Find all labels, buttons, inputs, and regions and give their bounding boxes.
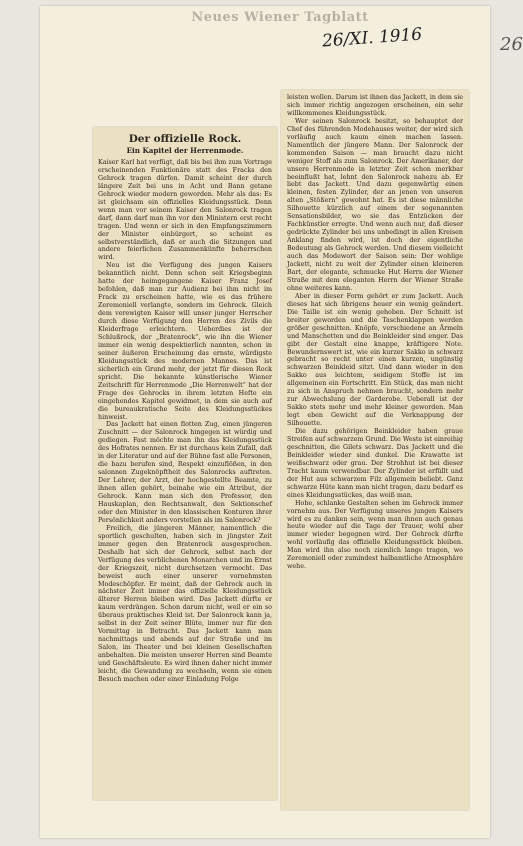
handwritten-page-number: 26 [500,34,523,55]
paragraph: Die dazu gehörigen Beinkleider haben graue Streifen auf schwarzem Grund. Die Weste ist einreihig geschnitten, die Gilets schwarz. Das Jackett und die Beinkleider wieder sind dunkel. Die Krawatte ist weißschwarz oder grau. Der Strohhut ist bei dieser Tracht kaum verwendbar. Der Zylinder ist erfüllt und der Hut aus schwarzem Filz allgemein beliebt. Ganz schwarze Hüte kann man nicht tragen, dazu bedarf es eines Kleidungsstückes, das weiß man. [287,428,463,499]
handwritten-date: 26/XI. 1916 [321,24,423,52]
paragraph: Hohe, schlanke Gestalten sehen im Gehrock immer vornehm aus. Der Verfügung unseres jungen Kaisers wird es zu danken sein, wenn man ihnen auch genau heute wieder auf die Tage der Trauer, wohl aber immer wieder begegnen wird. Der Gehrock dürfte wohl vorläufig das offizielle Kleidungsstück bleiben. Man wird ihn also noch ziemlich lange tragen, wo Zeremoniell oder zumindest halbamtliche Atmosphäre wehe. [287,499,463,571]
paragraph: Neu ist die Verfügung des jungen Kaisers bekanntlich nicht. Denn schon seit Kriegsbeginn hatte der heimgegangene Kaiser Franz Josef befohlen, daß man zur Audienz bei ihm nicht im Frack zu erscheinen hatte, wie es das frühere Zeremoniell verlangte, sondern im Gehrock. Gleich dem verewigten Kaiser will unser junger Herrscher durch diese Verfügung den Herren des Zivils die Kleiderfrage erleichtern. Ueberdies ist der Schlußrock, der „Bratenrock“, wie ihn die Wiener immer ein wenig despektierlich nannten, schon in seiner äußeren Erscheinung das ernste, würdigste Kleidungsstück des modernen Mannes. Das ist sicherlich ein Grund mehr, der jetzt für diesen Rock spricht. Die bekannte künstlerische Wiener Zeitschrift für Herrenmode „Die Herrenwelt“ hat der Frage des Gehrocks in ihrem letzten Hefte ein eingehendes Kapitel gewidmet, in dem sie auch auf die bureaukratische Seite des Kleidungsstückes hinweist. [98,262,272,421]
paragraph: Wer seinen Salonrock besitzt, so behauptet der Chef des führenden Modehauses weiter, der wird sich vorläufig auch kaum einen machen lassen. Namentlich der jüngere Mann. Der Salonrock der kommenden Saison — man braucht dazu nicht weniger Stoff als zum Salonrock. Der Amerikaner, der unsere Herrenmode in letzter Zeit schon merkbar beeinflußt hat, lehnt den Salonrock nahezu ab. Er liebt das Jackett. Und dazu gegenwärtig einen kleinen, festen Zylinder, der an jenen von unseren alten „Stößern“ gewohnt hat. Es ist diese männliche Silhouette kürzlich auf einem der sogenannten Sensationsbilder, wo sie das Entzücken der Fachkünstler erregte. Und wenn auch nur, daß dieser gedrückte Zylinder bei uns unbedingt in allen Kreisen Anklang finden wird, ist doch der eigentliche Bedeutung als Gehrock werden. Und diesem vielleicht auch das Modewort der Saison sein: Der wohlige Jackett, nicht zu weit der Zylinder einen kleineren Bart, der elegante, schmucke Hut Herrn der Wiener Straße mit dem eleganten Herrn der Wiener Straße ohne weiteres kann. [287,117,463,292]
paragraph: Aber in dieser Form gehört er zum Jackett. Auch dieses hat sich übrigens heuer ein wenig geändert. Die Taille ist ein wenig gehoben. Der Schnitt ist breiter geworden und die Taschenklappen werden größer geschnitten. Knöpfe, verschiedene an Ärmeln und Manschetten und die Beinkleider sind enger. Das gibt der Gestalt eine knappe, kräftigere Note. Bewundernswert ist, wie ein kurzer Sakko in schwarz gebracht so recht unter einen kurzen, ungünstig schwarzen Beinkleid sitzt. Und dann wieder in den Sakko aus leichtem, seidigem Stoffe ist im allgemeinen ein Fortschritt. Ein Stück, das man nicht zu sich in Anspruch nehmen braucht, sondern mehr zur Abwechslung der Garderobe. Ueberall ist der Sakko stets mehr und mehr kleiner geworden. Man legt eben Gewicht auf die Verknappung der Silhouette. [287,292,463,428]
paragraph: Freilich, die jüngeren Männer, namentlich die sportlich geschulten, haben sich in jüngster Zeit immer gegen den Bratenrock ausgesprochen. Deshalb hat sich der Gehrock, selbst nach der Verfügung des verblichenen Monarchen und im Ernst der Kriegszeit, nicht durchsetzen vermocht. Das beweist auch einer unserer vornehmsten Modeschöpfer. Er meint, daß der Gehrock auch in nächster Zeit immer das offizielle Kleidungsstück älterer Herren bleiben wird. Das Jackett dürfte er kaum verdrängen. Schon darum nicht, weil er ein so überaus praktisches Kleid ist. Der Salonrock kann ja, selbst in der Zeit seiner Blüte, immer nur für den Vormittag in Betracht. Das Jackett kann man nachmittags und abends auf der Straße und im Salon, im Theater und bei kleinen Gesellschaften anbehalten. Die meisten unserer Herren sind Beamte und Geschäftsleute. Es wird ihnen daher nicht immer leicht, die Gewandung zu wechseln, wenn sie einen Besuch machen oder einer Einladung Folge [98,524,272,683]
article-subheadline: Ein Kapitel der Herrenmode. [126,146,244,155]
article-headline: Der offizielle Rock. [128,133,242,145]
clipping-left-column [93,127,277,800]
paragraph: Kaiser Karl hat verfügt, daß bis bei ihm zum Vortrage erscheinenden Funktionäre statt des Fracks den Gehrock tragen dürfen. Damit scheint der durch längere Zeit bei uns in Acht und Bann getane Gehrock wieder modern geworden. Mehr als das: Es ist gleichsam ein offizielles Kleidungsstück. Denn wenn man vor seinem Kaiser den Salonrock tragen darf, dann darf man ihn vor den Ministern erst recht tragen. Und wenn er sich in den Empfangszimmern der Minister einbürgert, so scheint es selbstverständlich, daß er auch die Sitzungen und andere feierlichen Zusammenkünfte beherrschen wird. [98,159,272,262]
newspaper-masthead: Neues Wiener Tagblatt [191,10,369,25]
paragraph: leisten wollen. Darum ist ihnen das Jackett, in dem sie sich immer richtig angezogen erscheinen, ein sehr willkommenes Kleidungsstück. [287,94,463,117]
clipping-right-column [281,90,469,810]
paragraph: Das Jackett hat einen flotten Zug, einen jüngeren Zuschnitt — der Salonrock hingegen ist würdig und gediegen. Fast möchte man ihn das Kleidungsstück des Hofrates nennen. Er ist durchaus kein Zufall, daß in der Literatur und auf der Bühne fast alle Personen, die bazu berufen sind, Respekt einzuflößen, in den salonnen Zugeknöpftheit des Salonrocks auftreten. Der Lehrer, der Arzt, der hochgestellte Beamte, zu ihnen allen gehört, beinahe wie ein Attribut, der Gehrock. Kann man sich den Professor, den Hauskaplan, den Rechtsanwalt, den Sektionschef oder den Minister in den klassischen Konturen ihrer Persönlichkeit anders vorstellen als im Salonrock? [98,421,272,524]
